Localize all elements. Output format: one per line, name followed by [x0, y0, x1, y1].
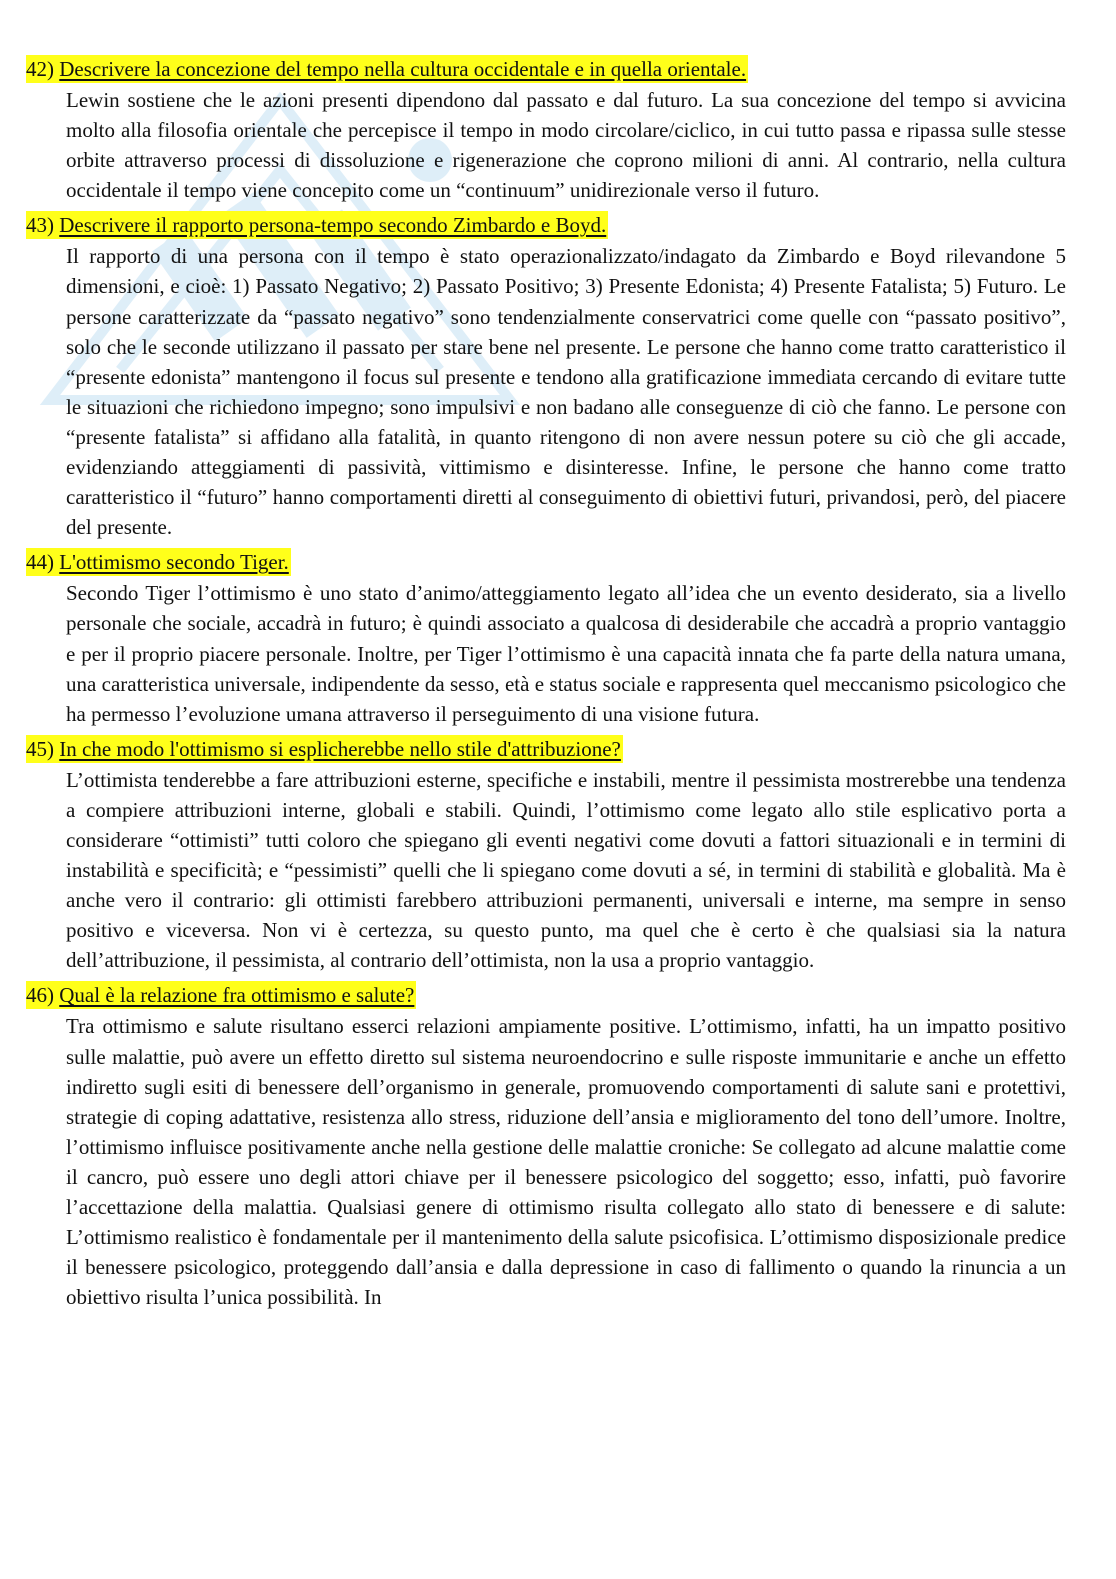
questions-list [26, 55, 1066, 1318]
highlight [26, 735, 623, 763]
question-44 [26, 548, 1066, 728]
highlight [26, 55, 748, 83]
question-title: Descrivere il rapporto persona-tempo secondo Zimbardo e Boyd. [59, 213, 607, 238]
question-number: 46) [26, 983, 54, 1008]
highlight [26, 211, 608, 239]
question-heading [26, 55, 1066, 83]
question-heading [26, 981, 1066, 1009]
question-number: 42) [26, 57, 54, 81]
question-number: 44) [26, 550, 54, 575]
question-title: Descrivere la concezione del tempo nella cultura occidentale e in quella orientale. [59, 57, 747, 81]
question-42 [26, 55, 1066, 205]
question-heading [26, 211, 1066, 239]
question-heading [26, 548, 1066, 576]
question-43 [26, 211, 1066, 542]
question-title: Qual è la relazione fra ottimismo e salute? [59, 983, 415, 1008]
question-title: In che modo l'ottimismo si esplicherebbe nello stile d'attribuzione? [59, 736, 621, 761]
answer-text: Tra ottimismo e salute risultano esserci relazioni ampiamente positive. L’ottimismo, infatti, ha un impatto positivo sulle malattie, può avere un effetto diretto sul sistema neuroendocrino e sulle risposte immunitarie e anche un effetto indiretto sugli esiti di benessere dell’organismo in generale, promuovendo comportamenti di salute sani e protettivi, strategie di coping adattative, resistenza allo stress, riduzione dell’ansia e miglioramento del tono dell’umore. Inoltre, l’ottimismo influisce positivamente anche nella gestione delle malattie croniche: Se collegato ad alcune malattie come il cancro, può essere uno degli attori chiave per il benessere psicologico del soggetto; esso, infatti, può favorire l’accettazione della malattia. Qualsiasi genere di ottimismo risulta collegato allo stato di benessere e di salute: L’ottimismo realistico è fondamentale per il mantenimento della salute psicofisica. L’ottimismo disposizionale predice il benessere psicologico, proteggendo dall’ansia e dalla depressione in caso di fallimento o quando la rinuncia a un obiettivo risulta l’unica possibilità. In [66, 1014, 1066, 1310]
answer-text: Il rapporto di una persona con il tempo è stato operazionalizzato/indagato da Zimbardo e Boyd rilevandone 5 dimensioni, e cioè: 1) Passato Negativo; 2) Passato Positivo; 3) Presente Edonista; 4) Presente Fatalista; 5) Futuro. Le persone caratterizzate da “passato negativo” sono tendenzialmente conservatrici come quelle con “passato positivo”, solo che le seconde utilizzano il passato per stare bene nel presente. Le persone che hanno come tratto caratteristico il “presente edonista” mantengono il focus sul presente e tendono alla gratificazione immediata cercando di evitare tutte le situazioni che richiedono impegno; sono impulsivi e non badano alle conseguenze di ciò che fanno. Le persone con “presente fatalista” si affidano alla fatalità, in quanto ritengono di non avere nessun potere su ciò che gli accade, evidenziando atteggiamenti di passività, vittimismo e disinteresse. Infine, le persone che hanno come tratto caratteristico il “futuro” hanno comportamenti diretti al conseguimento di obiettivi futuri, privandosi, però, del piacere del presente. [66, 244, 1066, 540]
answer-text: L’ottimista tenderebbe a fare attribuzioni esterne, specifiche e instabili, mentre il pessimista mostrerebbe una tendenza a compiere attribuzioni interne, globali e stabili. Quindi, l’ottimismo come legato allo stile esplicativo porta a considerare “ottimisti” tutti coloro che spiegano gli eventi negativi come dovuti a fattori situazionali e in termini di instabilità e specificità; e “pessimisti” quelli che li spiegano come dovuti a sé, in termini di stabilità e globalità. Ma è anche vero il contrario: gli ottimisti farebbero attribuzioni permanenti, universali e interne, ma sempre in senso positivo e viceversa. Non vi è certezza, su questo punto, ma quel che è certo è che qualsiasi sia la natura dell’attribuzione, il pessimista, al contrario dell’ottimista, non la usa a proprio vantaggio. [66, 767, 1066, 973]
highlight [26, 981, 416, 1009]
question-46 [26, 981, 1066, 1312]
question-number: 45) [26, 736, 54, 761]
question-number: 43) [26, 213, 54, 238]
question-45 [26, 735, 1066, 976]
answer-text: Lewin sostiene che le azioni presenti dipendono dal passato e dal futuro. La sua concezione del tempo si avvicina molto alla filosofia orientale che percepisce il tempo in modo circolare/ciclico, in cui tutto passa e ripassa sulle stesse orbite attraverso processi di dissoluzione e rigenerazione che coprono milioni di anni. Al contrario, nella cultura occidentale il tempo viene concepito come un “continuum” unidirezionale verso il futuro. [66, 88, 1066, 203]
answer-text: Secondo Tiger l’ottimismo è uno stato d’animo/atteggiamento legato all’idea che un evento desiderato, sia a livello personale che sociale, accadrà in futuro; è quindi associato a qualcosa di desiderabile che accadrà a proprio vantaggio e per il proprio piacere personale. Inoltre, per Tiger l’ottimismo è una capacità innata che fa parte della natura umana, una caratteristica universale, indipendente da sesso, età e status sociale e rappresenta quel meccanismo psicologico che ha permesso l’evoluzione umana attraverso il perseguimento di una visione futura. [66, 581, 1066, 726]
question-heading [26, 735, 1066, 763]
highlight [26, 548, 291, 576]
question-title: L'ottimismo secondo Tiger. [59, 550, 289, 575]
